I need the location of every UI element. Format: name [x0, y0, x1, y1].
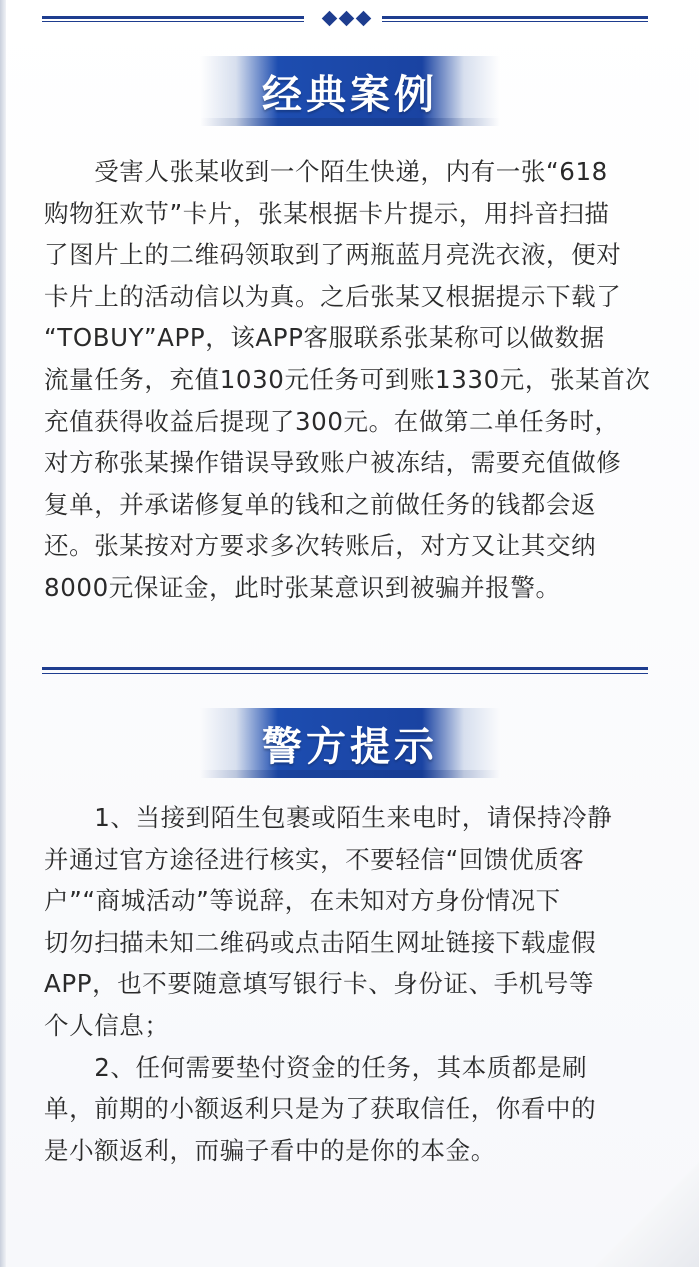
top-divider: [42, 10, 648, 26]
page-curl: [589, 1147, 699, 1267]
diamond-icon: [355, 10, 371, 26]
case-line: “TOBUY”APP，该APP客服联系张某称可以做数据: [44, 323, 605, 353]
tips-line: 切勿扫描未知二维码或点击陌生网址链接下载虚假: [44, 927, 597, 957]
divider-line-right: [382, 16, 648, 19]
tips-line: 2、任何需要垫付资金的任务，其本质都是刷: [44, 1052, 588, 1082]
divider-line-thin: [42, 673, 648, 674]
tips-line: APP，也不要随意填写银行卡、身份证、手机号等: [44, 969, 595, 999]
tips-heading-banner: [200, 708, 500, 778]
case-line: 受害人张某收到一个陌生快递，内有一张“618: [44, 157, 608, 186]
tips-paragraph: [44, 797, 664, 1171]
tips-heading: 警方提示: [262, 723, 438, 770]
tips-line: 户”“商城活动”等说辞，在未知对方身份情况下: [44, 886, 561, 916]
case-line: 购物狂欢节”卡片，张某根据卡片提示，用抖音扫描: [44, 198, 610, 228]
divider-line-left: [42, 16, 304, 19]
case-line: 了图片上的二维码领取到了两瓶蓝月亮洗衣液，便对: [44, 240, 622, 270]
diamond-ornament: [310, 10, 382, 26]
tips-line: 并通过官方途径进行核实，不要轻信“回馈优质客: [44, 844, 585, 874]
divider-line-right-thin: [382, 21, 648, 22]
case-heading: 经典案例: [262, 71, 438, 118]
page-edge: [0, 0, 6, 1267]
divider-line-left-thin: [42, 21, 304, 22]
case-line: 还。张某按对方要求多次转账后，对方又让其交纳: [44, 531, 597, 561]
tips-line: 1、当接到陌生包裹或陌生来电时，请保持冷静: [44, 803, 613, 832]
case-heading-banner: [200, 56, 500, 126]
case-line: 卡片上的活动信以为真。之后张某又根据提示下载了: [44, 281, 622, 311]
diamond-icon: [338, 10, 354, 26]
middle-divider: [42, 664, 648, 678]
diamond-icon: [321, 10, 337, 26]
divider-line: [42, 667, 648, 670]
tips-line: 是小额返利，而骗子看中的是你的本金。: [44, 1135, 496, 1165]
case-line: 充值获得收益后提现了300元。在做第二单任务时，: [44, 406, 620, 436]
case-line: 8000元保证金，此时张某意识到被骗并报警。: [44, 572, 561, 602]
case-line: 复单，并承诺修复单的钱和之前做任务的钱都会返: [44, 489, 597, 519]
case-line: 流量任务，充值1030元任务可到账1330元，张某首次: [44, 364, 651, 394]
case-paragraph: [44, 151, 664, 609]
case-line: 对方称张某操作错误导致账户被冻结，需要充值做修: [44, 448, 622, 478]
tips-line: 单，前期的小额返利只是为了获取信任，你看中的: [44, 1094, 597, 1124]
tips-line: 个人信息；: [44, 1010, 170, 1040]
